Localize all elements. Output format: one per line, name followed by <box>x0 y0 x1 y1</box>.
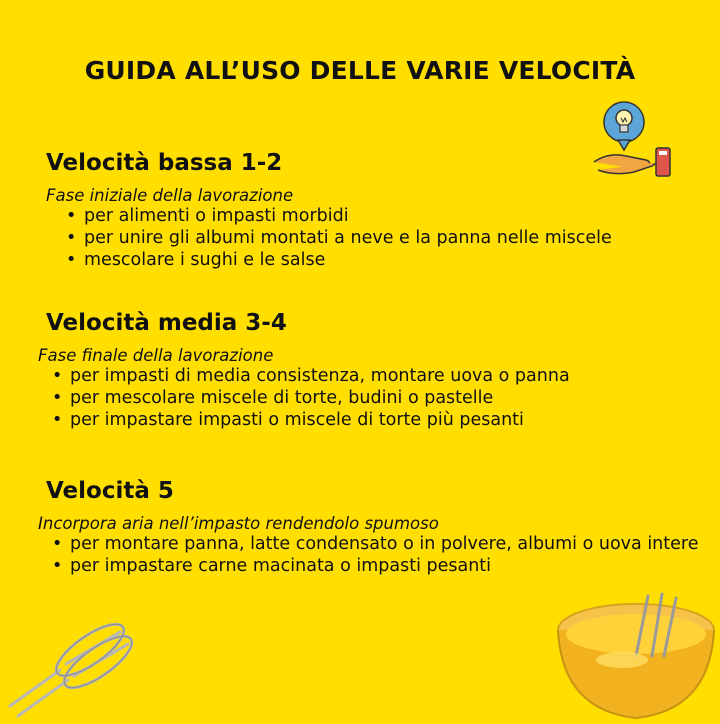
section-subtitle: Fase finale della lavorazione <box>38 346 274 365</box>
mixing-bowl-icon <box>552 590 720 720</box>
list-item: • per mescolare miscele di torte, budini o pastelle <box>46 387 708 409</box>
whisk-attachment-icon <box>0 606 140 720</box>
page-title: GUIDA ALL’USO DELLE VARIE VELOCITÀ <box>84 56 636 85</box>
section-subtitle: Incorpora aria nell’impasto rendendolo spumoso <box>38 514 439 533</box>
list-item: • per unire gli albumi montati a neve e la panna nelle miscele <box>60 227 706 249</box>
list-item: • per alimenti o impasti morbidi <box>60 205 706 227</box>
list-item: • mescolare i sughi e le salse <box>60 249 706 271</box>
list-item: • per impastare impasti o miscele di torte più pesanti <box>46 409 708 431</box>
bullet-list <box>46 365 708 431</box>
bullet-list <box>46 533 708 577</box>
section-low-speed <box>46 150 706 271</box>
list-item: • per impasti di media consistenza, montare uova o panna <box>46 365 708 387</box>
section-heading: Velocità media 3-4 <box>46 310 287 336</box>
bullet-list <box>60 205 706 271</box>
list-item: • per montare panna, latte condensato o in polvere, albumi o uova intere <box>46 533 708 555</box>
section-medium-speed <box>38 310 708 431</box>
section-heading: Velocità bassa 1-2 <box>46 150 283 176</box>
section-high-speed <box>38 478 708 577</box>
section-heading: Velocità 5 <box>46 478 174 504</box>
section-subtitle: Fase iniziale della lavorazione <box>46 186 294 205</box>
list-item: • per impastare carne macinata o impasti pesanti <box>46 555 708 577</box>
